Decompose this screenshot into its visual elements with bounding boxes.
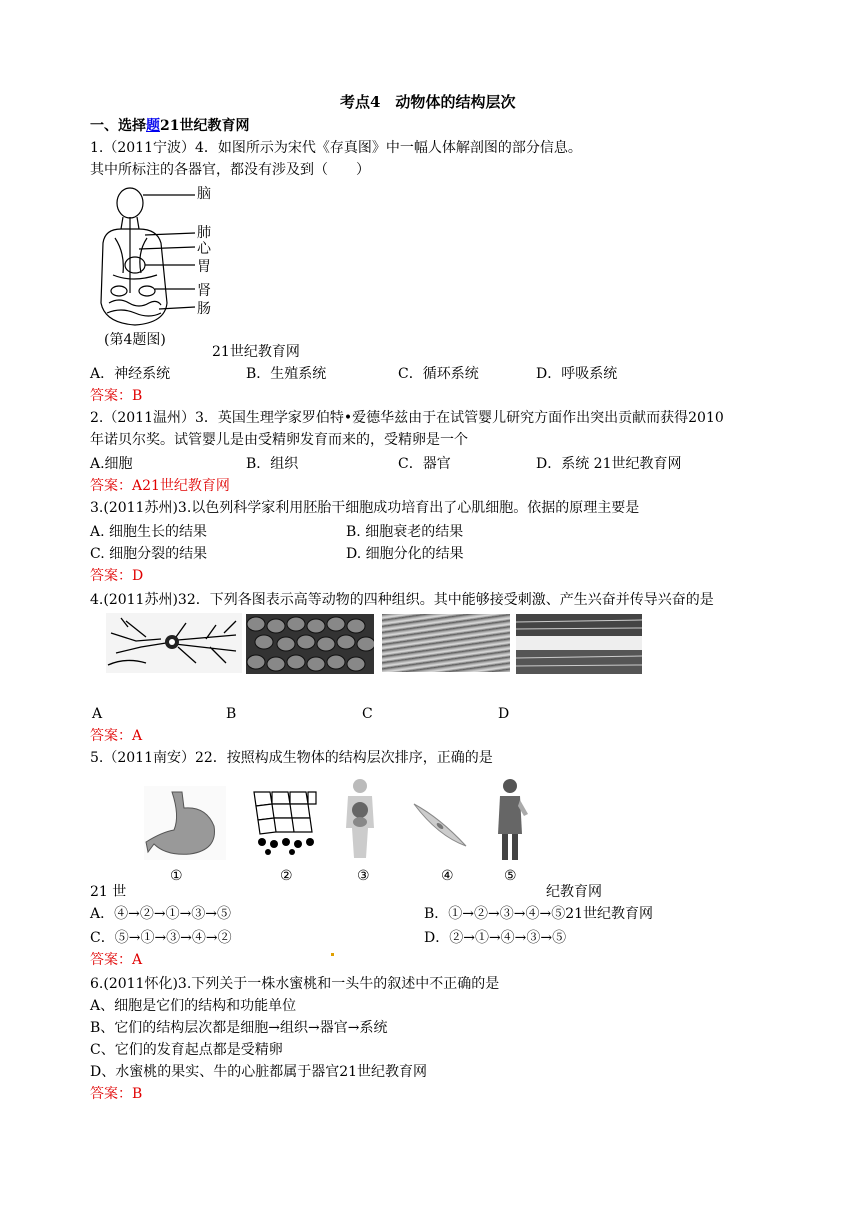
q2-answer: 答案：A21世纪教育网	[90, 478, 230, 494]
tissue-image-c	[382, 614, 510, 672]
muscle-cell-image	[410, 796, 470, 854]
section-prefix: 一、选择	[90, 118, 146, 134]
q5-num-2: ②	[280, 868, 293, 884]
muscle-tissue-drawing	[516, 614, 642, 674]
q2-stem-line1: 2.（2011温州）3．英国生理学家罗伯特•爱德华兹由于在试管婴儿研究方面作出突出贡献而获得2010	[90, 410, 724, 426]
q5-option-b: B．①→②→③→④→⑤21世纪教育网	[424, 906, 654, 922]
q6-answer: 答案：B	[90, 1086, 143, 1102]
q4-answer: 答案：A	[90, 728, 143, 744]
anatomy-drawing	[95, 183, 235, 333]
page-title: 考点4 动物体的结构层次	[340, 93, 516, 111]
cells-image	[252, 790, 318, 856]
q3-option-a: A. 细胞生长的结果	[90, 524, 208, 540]
q5-option-d: D．②→①→④→③→⑤	[424, 930, 567, 946]
q5-option-c: C．⑤→①→③→④→②	[90, 930, 232, 946]
q4-stem-line1: 4.(2011苏州)32．下列各图表示高等动物的四种组织。其中能够接受刺激、产生兴奋并传导兴奋的是	[90, 592, 714, 608]
organ-label-stomach: 胃	[197, 259, 211, 275]
q5-num-1: ①	[170, 868, 183, 884]
q5-option-a: A．④→②→①→③→⑤	[90, 906, 232, 922]
q1-answer: 答案：B	[90, 388, 143, 404]
q5-watermark-right: 纪教育网	[546, 884, 602, 900]
q5-num-5: ⑤	[504, 868, 517, 884]
q3-answer: 答案：D	[90, 568, 144, 584]
q6-stem-line1: 6.(2011怀化)3.下列关于一株水蜜桃和一头牛的叙述中不正确的是	[90, 976, 500, 992]
q3-option-d: D. 细胞分化的结果	[346, 546, 464, 562]
nerve-tissue-drawing	[106, 613, 242, 673]
person-drawing	[492, 778, 528, 864]
q2-stem-line2: 年诺贝尔奖。试管婴儿是由受精卵发育而来的，受精卵是一个	[90, 432, 468, 448]
q2-option-b: B．组织	[246, 456, 299, 472]
tissue-image-b	[246, 614, 374, 674]
q3-option-b: B. 细胞衰老的结果	[346, 524, 464, 540]
q1-option-a: A．神经系统	[90, 366, 171, 382]
q6-option-c: C、它们的发育起点都是受精卵	[90, 1042, 283, 1058]
q5-watermark-left: 21 世	[90, 884, 127, 900]
muscle-cell-drawing	[410, 796, 470, 854]
organ-label-kidney: 肾	[197, 283, 211, 299]
q1-watermark: 21世纪教育网	[212, 344, 300, 360]
q1-option-b: B．生殖系统	[246, 366, 327, 382]
q1-option-c: C．循环系统	[398, 366, 479, 382]
cells-drawing	[252, 790, 318, 856]
q5-stem-line1: 5.（2011南安）22．按照构成生物体的结构层次排序，正确的是	[90, 750, 493, 766]
human-organs-image	[340, 778, 380, 860]
section-link[interactable]: 题	[146, 118, 160, 134]
organ-label-intestine: 肠	[197, 301, 211, 317]
anatomy-figure	[95, 183, 235, 333]
stray-dot	[331, 953, 334, 956]
q1-option-d: D．呼吸系统	[536, 366, 618, 382]
q4-label-a: A	[92, 706, 103, 722]
section-suffix: 21世纪教育网	[160, 118, 250, 134]
q6-option-a: A、细胞是它们的结构和功能单位	[90, 998, 297, 1014]
human-organs-drawing	[340, 778, 380, 860]
organ-label-lung: 肺	[197, 225, 211, 241]
q1-stem-line2: 其中所标注的各器官，都没有涉及到（ ）	[90, 162, 370, 178]
stomach-image	[144, 786, 226, 860]
q1-figure-caption: (第4题图)	[104, 332, 166, 348]
tissue-image-d	[516, 614, 642, 674]
person-image	[492, 778, 528, 864]
q1-stem-line1: 1.（2011宁波）4．如图所示为宋代《存真图》中一幅人体解剖图的部分信息。	[90, 140, 582, 156]
q5-stray-mark	[331, 940, 334, 956]
stomach-drawing	[144, 786, 226, 860]
q2-option-d: D．系统 21世纪教育网	[536, 456, 682, 472]
q2-option-a: A.细胞	[90, 456, 133, 472]
q4-label-c: C	[362, 706, 373, 722]
q5-answer: 答案：A	[90, 952, 143, 968]
organ-label-brain: 脑	[197, 186, 211, 202]
q6-option-b: B、它们的结构层次都是细胞→组织→器官→系统	[90, 1020, 388, 1036]
q4-label-d: D	[498, 706, 510, 722]
q3-option-c: C. 细胞分裂的结果	[90, 546, 208, 562]
q2-option-c: C．器官	[398, 456, 451, 472]
organ-label-heart: 心	[197, 241, 211, 257]
q4-label-b: B	[226, 706, 237, 722]
section-heading	[90, 116, 249, 136]
epithelial-tissue-drawing	[246, 614, 374, 674]
q6-option-d: D、水蜜桃的果实、牛的心脏都属于器官21世纪教育网	[90, 1064, 428, 1080]
q5-num-4: ④	[441, 868, 454, 884]
tissue-image-a	[106, 613, 242, 673]
q3-stem-line1: 3.(2011苏州)3.以色列科学家利用胚胎干细胞成功培育出了心肌细胞。依据的原理主要是	[90, 500, 640, 516]
q5-num-3: ③	[357, 868, 370, 884]
